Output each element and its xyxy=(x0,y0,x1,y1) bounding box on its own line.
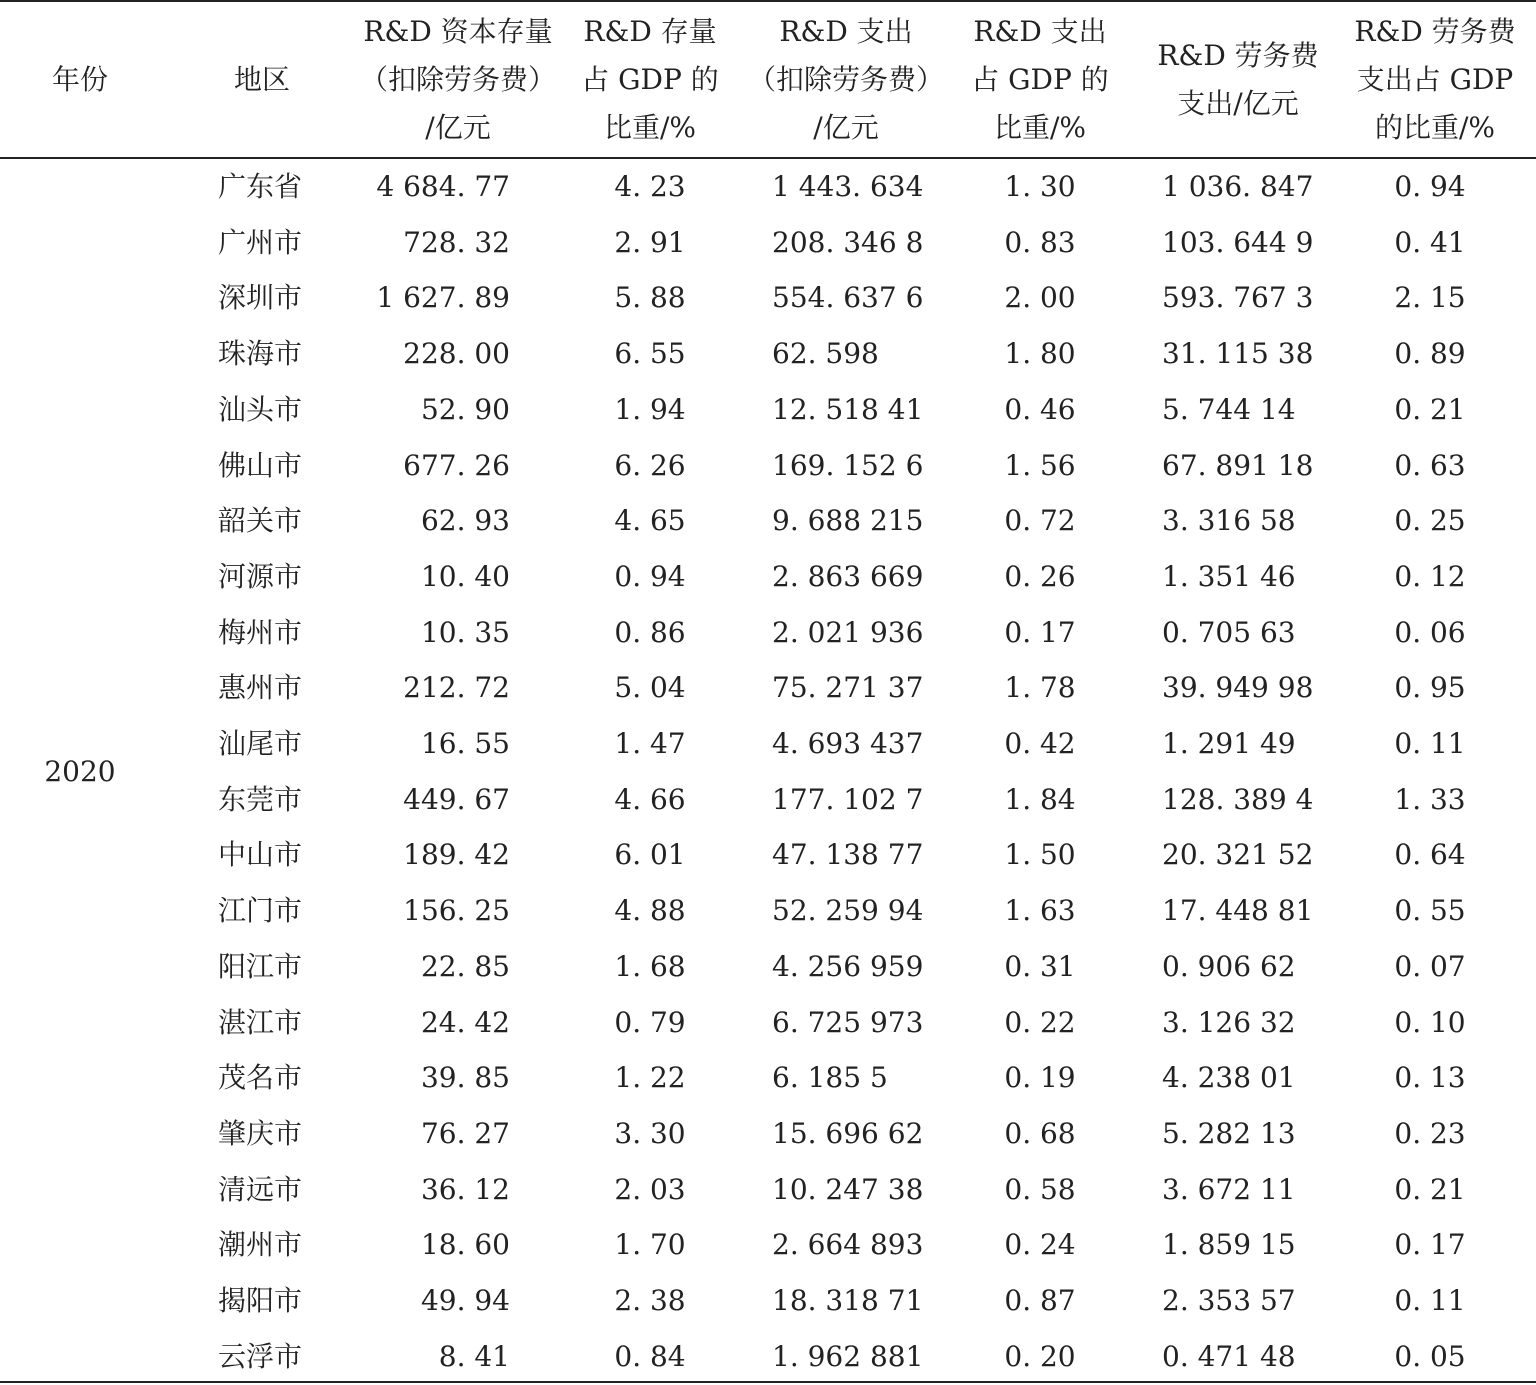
region-cell: 广州市 xyxy=(218,225,303,259)
header-line: R&D 支出 xyxy=(973,15,1107,48)
rd-labor-share-cell: 0. 17 xyxy=(1394,1228,1466,1262)
rd-labor-share-cell: 0. 25 xyxy=(1394,504,1466,538)
rd-labor-share-cell: 0. 07 xyxy=(1394,949,1466,983)
table-row xyxy=(0,326,1536,382)
rd-expenditure-share-cell: 0. 87 xyxy=(1004,1284,1076,1317)
rd-capital-stock-cell: 8. 41 xyxy=(438,1339,510,1373)
table-bottom-rule xyxy=(0,1381,1536,1383)
rd-labor-share-cell: 0. 11 xyxy=(1394,1284,1466,1317)
rd-expenditure-share-cell: 0. 42 xyxy=(1004,727,1076,760)
region-cell: 中山市 xyxy=(218,838,303,872)
rd-expenditure-cell: 177. 102 7 xyxy=(772,782,924,816)
rd-labor-share-cell: 0. 23 xyxy=(1394,1116,1466,1150)
rd-expenditure-share-cell: 1. 50 xyxy=(1004,838,1076,872)
rd-expenditure-share-cell: 0. 20 xyxy=(1004,1339,1076,1373)
table-row xyxy=(0,1162,1536,1218)
header-region xyxy=(182,8,342,152)
rd-labor-cell: 1. 859 15 xyxy=(1162,1228,1296,1262)
header-line: 比重/% xyxy=(603,111,697,144)
rd-expenditure-share-cell: 1. 56 xyxy=(1004,448,1076,482)
table-row xyxy=(0,1106,1536,1162)
region-cell: 佛山市 xyxy=(218,448,303,482)
region-cell: 惠州市 xyxy=(218,671,303,705)
table-row xyxy=(0,605,1536,661)
header-line: 支出/亿元 xyxy=(1177,87,1299,120)
rd-labor-cell: 17. 448 81 xyxy=(1162,894,1314,928)
rd-expenditure-share-cell: 0. 72 xyxy=(1004,504,1076,538)
header-line: 占 GDP 的 xyxy=(971,63,1109,96)
rd-capital-stock-cell: 677. 26 xyxy=(403,448,510,482)
region-cell: 潮州市 xyxy=(218,1228,303,1262)
header-line: 比重/% xyxy=(993,111,1087,144)
rd-capital-stock-cell: 212. 72 xyxy=(403,671,510,705)
rd-expenditure-cell: 6. 725 973 xyxy=(772,1005,924,1039)
rd-expenditure-share-cell: 0. 83 xyxy=(1004,225,1076,259)
table-row xyxy=(0,1329,1536,1385)
rd-labor-share-cell: 1. 33 xyxy=(1394,782,1466,816)
rd-expenditure-cell: 12. 518 41 xyxy=(772,392,924,426)
region-cell: 云浮市 xyxy=(218,1339,303,1373)
region-cell: 东莞市 xyxy=(218,782,303,816)
rd-labor-cell: 20. 321 52 xyxy=(1162,838,1314,872)
rd-labor-share-cell: 0. 64 xyxy=(1394,838,1466,872)
rd-labor-cell: 2. 353 57 xyxy=(1162,1284,1296,1317)
table-row xyxy=(0,1273,1536,1329)
rd-expenditure-cell: 2. 863 669 xyxy=(772,559,924,593)
rd-labor-share-cell: 0. 21 xyxy=(1394,392,1466,426)
rd-labor-cell: 128. 389 4 xyxy=(1162,782,1314,816)
region-cell: 梅州市 xyxy=(218,615,303,649)
rd-capital-stock-cell: 156. 25 xyxy=(403,894,510,928)
rd-stock-share-cell: 1. 94 xyxy=(614,392,686,426)
rd-labor-share-cell: 0. 41 xyxy=(1394,225,1466,259)
table-row xyxy=(0,215,1536,271)
rd-capital-stock-cell: 449. 67 xyxy=(403,782,510,816)
rd-stock-share-cell: 0. 84 xyxy=(614,1339,686,1373)
header-line: R&D 存量 xyxy=(583,15,717,48)
rd-expenditure-cell: 75. 271 37 xyxy=(772,671,924,705)
rd-expenditure-share-cell: 1. 30 xyxy=(1004,170,1076,203)
rd-expenditure-share-cell: 0. 22 xyxy=(1004,1005,1076,1039)
rd-labor-share-cell: 0. 05 xyxy=(1394,1339,1466,1373)
rd-labor-cell: 3. 672 11 xyxy=(1162,1172,1296,1206)
region-cell: 深圳市 xyxy=(218,281,303,315)
rd-expenditure-cell: 2. 021 936 xyxy=(772,615,924,649)
rd-labor-share-cell: 0. 63 xyxy=(1394,448,1466,482)
rd-stock-share-cell: 4. 88 xyxy=(614,894,686,928)
table-row xyxy=(0,270,1536,326)
table-row xyxy=(0,995,1536,1051)
rd-labor-share-cell: 0. 94 xyxy=(1394,170,1466,203)
rd-labor-share-cell: 0. 89 xyxy=(1394,337,1466,371)
region-cell: 茂名市 xyxy=(218,1061,303,1095)
rd-labor-cell: 1. 291 49 xyxy=(1162,727,1296,760)
table-row xyxy=(0,1050,1536,1106)
table-row xyxy=(0,772,1536,828)
rd-labor-cell: 5. 744 14 xyxy=(1162,392,1296,426)
rd-labor-cell: 103. 644 9 xyxy=(1162,225,1314,259)
rd-stock-share-cell: 2. 38 xyxy=(614,1284,686,1317)
rd-stock-share-cell: 6. 55 xyxy=(614,337,686,371)
header-rd-labor-expenditure xyxy=(1143,8,1333,152)
rd-labor-share-cell: 0. 21 xyxy=(1394,1172,1466,1206)
rd-labor-share-cell: 0. 55 xyxy=(1394,894,1466,928)
header-rd-expenditure xyxy=(746,8,946,152)
table-row xyxy=(0,716,1536,772)
rd-labor-cell: 3. 316 58 xyxy=(1162,504,1296,538)
region-cell: 肇庆市 xyxy=(218,1116,303,1150)
rd-labor-cell: 4. 238 01 xyxy=(1162,1061,1296,1095)
table-row xyxy=(0,1217,1536,1273)
rd-labor-cell: 593. 767 3 xyxy=(1162,281,1314,315)
rd-labor-cell: 1 036. 847 xyxy=(1162,170,1314,203)
rd-stock-share-cell: 4. 66 xyxy=(614,782,686,816)
rd-expenditure-cell: 62. 598 xyxy=(772,337,879,371)
rd-expenditure-share-cell: 1. 84 xyxy=(1004,782,1076,816)
rd-expenditure-cell: 47. 138 77 xyxy=(772,838,924,872)
rd-capital-stock-cell: 39. 85 xyxy=(420,1061,510,1095)
rd-stock-share-cell: 6. 26 xyxy=(614,448,686,482)
rd-capital-stock-cell: 728. 32 xyxy=(403,225,510,259)
rd-capital-stock-cell: 24. 42 xyxy=(420,1005,510,1039)
region-cell: 河源市 xyxy=(218,559,303,593)
region-cell: 珠海市 xyxy=(218,337,303,371)
region-cell: 广东省 xyxy=(218,170,303,203)
rd-stock-share-cell: 5. 04 xyxy=(614,671,686,705)
header-line: /亿元 xyxy=(813,111,879,144)
rd-expenditure-cell: 4. 256 959 xyxy=(772,949,924,983)
year-cell: 2020 xyxy=(44,755,116,788)
table-row xyxy=(0,827,1536,883)
table-row xyxy=(0,159,1536,215)
rd-capital-stock-cell: 36. 12 xyxy=(420,1172,510,1206)
rd-expenditure-cell: 2. 664 893 xyxy=(772,1228,924,1262)
rd-stock-share-cell: 4. 65 xyxy=(614,504,686,538)
rd-stock-share-cell: 1. 22 xyxy=(614,1061,686,1095)
rd-labor-cell: 1. 351 46 xyxy=(1162,559,1296,593)
rd-expenditure-share-cell: 0. 24 xyxy=(1004,1228,1076,1262)
rd-expenditure-cell: 10. 247 38 xyxy=(772,1172,924,1206)
region-cell: 揭阳市 xyxy=(218,1284,303,1317)
rd-capital-stock-cell: 10. 35 xyxy=(420,615,510,649)
header-rd-stock-gdp-share xyxy=(575,8,725,152)
table-row xyxy=(0,382,1536,438)
header-line: /亿元 xyxy=(425,111,491,144)
rd-labor-cell: 3. 126 32 xyxy=(1162,1005,1296,1039)
rd-capital-stock-cell: 76. 27 xyxy=(420,1116,510,1150)
header-rd-labor-gdp-share xyxy=(1340,8,1530,152)
rd-capital-stock-cell: 18. 60 xyxy=(420,1228,510,1262)
rd-expenditure-cell: 52. 259 94 xyxy=(772,894,924,928)
rd-stock-share-cell: 0. 94 xyxy=(614,559,686,593)
rd-expenditure-share-cell: 0. 46 xyxy=(1004,392,1076,426)
header-rd-capital-stock xyxy=(358,8,558,152)
rd-labor-share-cell: 0. 11 xyxy=(1394,727,1466,760)
region-cell: 清远市 xyxy=(218,1172,303,1206)
table-top-rule xyxy=(0,0,1536,2)
table-row xyxy=(0,883,1536,939)
rd-stock-share-cell: 0. 86 xyxy=(614,615,686,649)
rd-capital-stock-cell: 1 627. 89 xyxy=(376,281,510,315)
header-rd-expenditure-gdp-share xyxy=(965,8,1115,152)
rd-stock-share-cell: 3. 30 xyxy=(614,1116,686,1150)
rd-expenditure-cell: 1. 962 881 xyxy=(772,1339,924,1373)
header-line: R&D 资本存量 xyxy=(363,15,553,48)
rd-stock-share-cell: 1. 47 xyxy=(614,727,686,760)
region-cell: 汕头市 xyxy=(218,392,303,426)
region-cell: 韶关市 xyxy=(218,504,303,538)
table-row xyxy=(0,660,1536,716)
rd-labor-share-cell: 0. 10 xyxy=(1394,1005,1466,1039)
rd-expenditure-cell: 169. 152 6 xyxy=(772,448,924,482)
rd-expenditure-cell: 208. 346 8 xyxy=(772,225,924,259)
header-line: 的比重/% xyxy=(1374,111,1496,144)
header-line: （扣除劳务费） xyxy=(359,63,556,96)
rd-capital-stock-cell: 22. 85 xyxy=(420,949,510,983)
region-cell: 湛江市 xyxy=(218,1005,303,1039)
rd-stock-share-cell: 4. 23 xyxy=(614,170,686,203)
rd-expenditure-cell: 9. 688 215 xyxy=(772,504,924,538)
table-row xyxy=(0,549,1536,605)
rd-capital-stock-cell: 10. 40 xyxy=(420,559,510,593)
table-row xyxy=(0,493,1536,549)
rd-labor-cell: 0. 705 63 xyxy=(1162,615,1296,649)
rd-stock-share-cell: 5. 88 xyxy=(614,281,686,315)
table-row xyxy=(0,438,1536,494)
header-line: 支出占 GDP xyxy=(1356,63,1514,96)
rd-expenditure-cell: 1 443. 634 xyxy=(772,170,924,203)
header-line: R&D 支出 xyxy=(779,15,913,48)
rd-capital-stock-cell: 52. 90 xyxy=(420,392,510,426)
header-line: 地区 xyxy=(233,63,290,96)
rd-labor-share-cell: 0. 13 xyxy=(1394,1061,1466,1095)
rd-expenditure-share-cell: 0. 19 xyxy=(1004,1061,1076,1095)
rd-expenditure-share-cell: 0. 26 xyxy=(1004,559,1076,593)
rd-expenditure-share-cell: 2. 00 xyxy=(1004,281,1076,315)
table-row xyxy=(0,939,1536,995)
header-line: R&D 劳务费 xyxy=(1157,39,1319,72)
rd-expenditure-share-cell: 0. 68 xyxy=(1004,1116,1076,1150)
rd-stock-share-cell: 0. 79 xyxy=(614,1005,686,1039)
rd-capital-stock-cell: 189. 42 xyxy=(403,838,510,872)
rd-expenditure-share-cell: 0. 58 xyxy=(1004,1172,1076,1206)
header-line: 年份 xyxy=(51,63,108,96)
rd-stock-share-cell: 2. 91 xyxy=(614,225,686,259)
rd-capital-stock-cell: 16. 55 xyxy=(420,727,510,760)
rd-stock-share-cell: 2. 03 xyxy=(614,1172,686,1206)
rd-stock-share-cell: 6. 01 xyxy=(614,838,686,872)
header-line: R&D 劳务费 xyxy=(1354,15,1516,48)
region-cell: 阳江市 xyxy=(218,949,303,983)
rd-expenditure-share-cell: 1. 78 xyxy=(1004,671,1076,705)
rd-expenditure-share-cell: 1. 80 xyxy=(1004,337,1076,371)
header-year xyxy=(0,8,160,152)
rd-labor-cell: 39. 949 98 xyxy=(1162,671,1314,705)
rd-expenditure-cell: 15. 696 62 xyxy=(772,1116,924,1150)
rd-capital-stock-cell: 4 684. 77 xyxy=(376,170,510,203)
rd-expenditure-share-cell: 0. 31 xyxy=(1004,949,1076,983)
rd-stock-share-cell: 1. 68 xyxy=(614,949,686,983)
header-line: 占 GDP 的 xyxy=(581,63,719,96)
rd-labor-share-cell: 0. 12 xyxy=(1394,559,1466,593)
region-cell: 江门市 xyxy=(218,894,303,928)
rd-labor-cell: 0. 471 48 xyxy=(1162,1339,1296,1373)
rd-labor-share-cell: 2. 15 xyxy=(1394,281,1466,315)
header-line: （扣除劳务费） xyxy=(747,63,944,96)
rd-capital-stock-cell: 49. 94 xyxy=(420,1284,510,1317)
rd-labor-cell: 31. 115 38 xyxy=(1162,337,1314,371)
region-cell: 汕尾市 xyxy=(218,727,303,760)
rd-expenditure-cell: 6. 185 5 xyxy=(772,1061,888,1095)
rd-labor-share-cell: 0. 06 xyxy=(1394,615,1466,649)
rd-expenditure-cell: 554. 637 6 xyxy=(772,281,924,315)
rd-labor-cell: 0. 906 62 xyxy=(1162,949,1296,983)
rd-labor-cell: 5. 282 13 xyxy=(1162,1116,1296,1150)
rd-expenditure-share-cell: 1. 63 xyxy=(1004,894,1076,928)
rd-labor-share-cell: 0. 95 xyxy=(1394,671,1466,705)
rd-capital-stock-cell: 62. 93 xyxy=(420,504,510,538)
rd-stock-share-cell: 1. 70 xyxy=(614,1228,686,1262)
rd-expenditure-cell: 4. 693 437 xyxy=(772,727,924,760)
rd-labor-cell: 67. 891 18 xyxy=(1162,448,1314,482)
rd-capital-stock-cell: 228. 00 xyxy=(403,337,510,371)
rd-expenditure-cell: 18. 318 71 xyxy=(772,1284,924,1317)
rd-expenditure-share-cell: 0. 17 xyxy=(1004,615,1076,649)
